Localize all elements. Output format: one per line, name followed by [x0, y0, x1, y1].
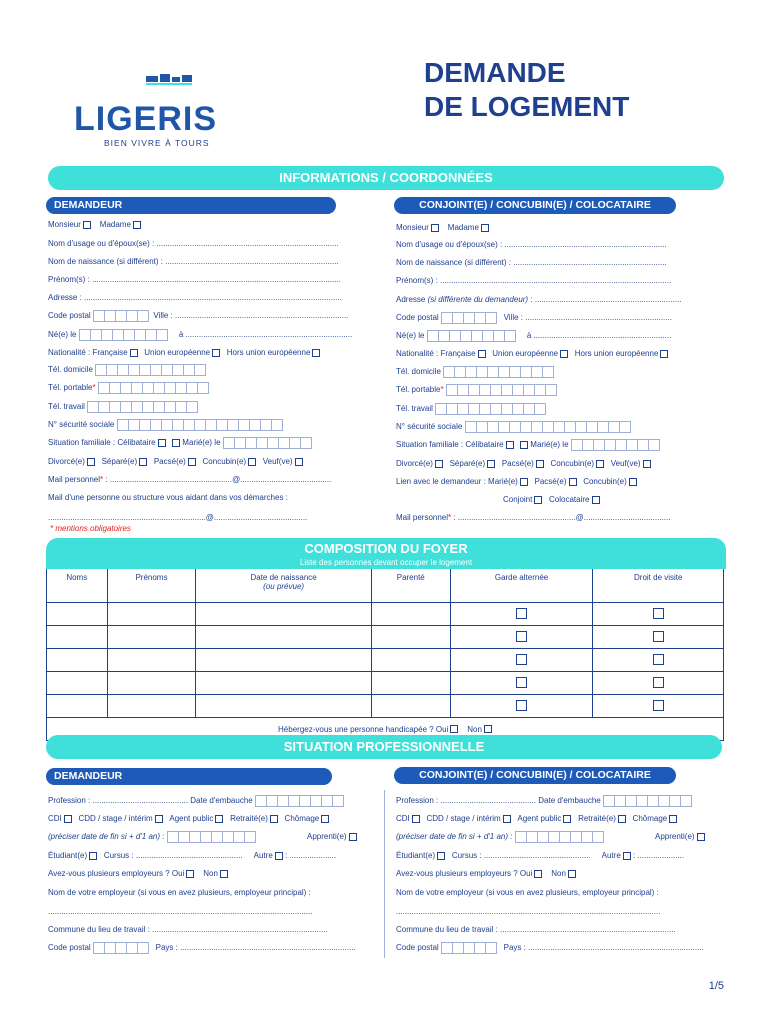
checkbox-visite[interactable] — [653, 700, 664, 711]
embauche-boxes[interactable] — [255, 795, 344, 807]
dem-aide-mail[interactable]: .......................................................................@.......................................... — [48, 513, 308, 522]
code-postal-boxes[interactable] — [93, 310, 149, 322]
logo-tagline: BIEN VIVRE À TOURS — [104, 138, 210, 148]
dem-ne-le: Né(e) le à ........................................................................... — [48, 330, 353, 340]
conj-tel-portable: Tél. portable* — [396, 384, 557, 396]
conj-adresse[interactable]: Adresse (si différente du demandeur) : .................................................................. — [396, 295, 682, 304]
foyer-header-row — [47, 569, 724, 603]
dem-tel-portable: Tél. portable* — [48, 382, 209, 394]
checkbox-autre[interactable] — [275, 852, 283, 860]
pro-demandeur-header: DEMANDEUR — [46, 768, 332, 785]
checkbox-concubin[interactable] — [248, 458, 256, 466]
checkbox-lien-concubin[interactable] — [629, 478, 637, 486]
checkbox-garde[interactable] — [516, 654, 527, 665]
pro-conj-contrat: CDI CDD / stage / intérim Agent public Retraité(e) Chômage — [396, 813, 677, 824]
pro-dem-plusieurs: Avez-vous plusieurs employeurs ? Oui Non — [48, 868, 228, 879]
checkbox-conj-cdd[interactable] — [503, 815, 511, 823]
checkbox-ue[interactable] — [212, 349, 220, 357]
checkbox-plusieurs-oui[interactable] — [186, 870, 194, 878]
dem-secu: N° sécurité sociale — [48, 419, 283, 431]
checkbox-garde[interactable] — [516, 677, 527, 688]
dem-nationalite: Nationalité : Française Union européenne Hors union européenne — [48, 347, 320, 358]
mentions-obligatoires: * mentions obligatoires — [50, 524, 131, 533]
checkbox-chomage[interactable] — [321, 815, 329, 823]
page-number: 1/5 — [708, 980, 724, 992]
checkbox-conj-cdi[interactable] — [412, 815, 420, 823]
tel-travail-boxes[interactable] — [87, 401, 198, 413]
pro-dem-commune[interactable]: Commune du lieu de travail : ............................................................................... — [48, 925, 328, 934]
dem-nom-naissance[interactable]: Nom de naissance (si différent) : .............................................................................. — [48, 257, 339, 266]
pro-conj-plusieurs: Avez-vous plusieurs employeurs ? Oui Non — [396, 868, 576, 879]
conj-nom-naissance[interactable]: Nom de naissance (si différent) : ..................................................................... — [396, 258, 667, 267]
conj-lien: Lien avec le demandeur : Marié(e) Pacsé(e) Concubin(e) — [396, 476, 637, 487]
conj-marie-date-boxes[interactable] — [571, 439, 660, 451]
col-date-naissance: Date de naissance (ou prévue) — [196, 569, 372, 603]
checkbox-apprenti[interactable] — [349, 833, 357, 841]
fin-contrat-boxes[interactable] — [167, 831, 256, 843]
pro-dem-etudiant: Étudiant(e) Cursus : ................................................ Autre : ..................... — [48, 851, 337, 860]
dem-prenom[interactable]: Prénom(s) : ................................................................................................................ — [48, 275, 341, 284]
section-banner-foyer — [46, 538, 726, 569]
checkbox-conj-francaise[interactable] — [478, 350, 486, 358]
checkbox-cdi[interactable] — [64, 815, 72, 823]
checkbox-conj-marie[interactable] — [520, 441, 528, 449]
conj-nationalite: Nationalité : Française Union européenne Hors union européenne — [396, 348, 668, 359]
col-garde: Garde alternée — [450, 569, 593, 603]
dem-tel-domicile: Tél. domicile — [48, 364, 206, 376]
checkbox-etudiant[interactable] — [89, 852, 97, 860]
conjoint-header: CONJOINT(E) / CONCUBIN(E) / COLOCATAIRE — [394, 197, 676, 214]
checkbox-conj-etudiant[interactable] — [437, 852, 445, 860]
checkbox-conj-ue[interactable] — [560, 350, 568, 358]
checkbox-agent[interactable] — [215, 815, 223, 823]
checkbox-divorce[interactable] — [87, 458, 95, 466]
checkbox-visite[interactable] — [653, 654, 664, 665]
checkbox-conj-hors-ue[interactable] — [660, 350, 668, 358]
dem-aide: Mail d'une personne ou structure vous aidant dans vos démarches : — [48, 493, 288, 502]
checkbox-garde[interactable] — [516, 700, 527, 711]
pro-conj-employeur-dots[interactable]: ....................................................................................................................... — [396, 907, 661, 916]
title-line-2: DE LOGEMENT — [424, 91, 630, 122]
checkbox-conj-chomage[interactable] — [669, 815, 677, 823]
conj-secu: N° sécurité sociale — [396, 421, 631, 433]
pro-dem-employeur: Nom de votre employeur (si vous en avez plusieurs, employeur principal) : — [48, 888, 311, 897]
pro-conj-preciser: (préciser date de fin si + d'1 an) : — [396, 831, 604, 843]
checkbox-pacse[interactable] — [188, 458, 196, 466]
pro-conjoint-header: CONJOINT(E) / CONCUBIN(E) / COLOCATAIRE — [394, 767, 676, 784]
checkbox-hors-ue[interactable] — [312, 349, 320, 357]
table-row — [47, 672, 724, 695]
checkbox-retraite[interactable] — [270, 815, 278, 823]
pro-conj-apprenti: Apprenti(e) — [655, 831, 705, 842]
checkbox-lien-marie[interactable] — [520, 478, 528, 486]
table-row — [47, 603, 724, 626]
checkbox-conj-monsieur[interactable] — [431, 224, 439, 232]
checkbox-conj-autre[interactable] — [623, 852, 631, 860]
checkbox-cdd[interactable] — [155, 815, 163, 823]
title-line-1: DEMANDE — [424, 57, 566, 88]
conj-prenom[interactable]: Prénom(s) : ........................................................................................................ — [396, 276, 672, 285]
checkbox-lien-conjoint[interactable] — [534, 496, 542, 504]
checkbox-conj-divorce[interactable] — [435, 460, 443, 468]
demandeur-header: DEMANDEUR — [46, 197, 336, 214]
conj-pro-cp-boxes[interactable] — [441, 942, 497, 954]
conj-secu-boxes[interactable] — [465, 421, 631, 433]
section-banner-info: INFORMATIONS / COORDONNÉES — [48, 166, 724, 190]
checkbox-visite[interactable] — [653, 677, 664, 688]
checkbox-plusieurs-non[interactable] — [220, 870, 228, 878]
checkbox-francaise[interactable] — [130, 349, 138, 357]
pro-cp-boxes[interactable] — [93, 942, 149, 954]
logo-wordmark: LIGERIS — [74, 100, 218, 138]
handicap-row: Hébergez-vous une personne handicapée ? Oui Non — [47, 718, 724, 741]
pro-conj-code-postal: Code postal Pays : ............................................................................... — [396, 943, 704, 953]
dem-situation: Situation familiale : Célibataire Marié(e) le — [48, 437, 312, 449]
pro-dem-profession: Profession : ........................................... Date d'embauche — [48, 795, 344, 807]
col-visite: Droit de visite — [593, 569, 724, 603]
col-parente: Parenté — [371, 569, 450, 603]
checkbox-madame[interactable] — [133, 221, 141, 229]
conj-lien-2: Conjoint Colocataire — [503, 494, 600, 505]
conj-nom-usage[interactable]: Nom d'usage ou d'époux(se) : ......................................................................... — [396, 240, 667, 249]
dem-mail[interactable]: Mail personnel* : .......................................................@......................................... — [48, 475, 332, 484]
pro-dem-apprenti: Apprenti(e) — [307, 831, 357, 842]
table-row — [47, 626, 724, 649]
checkbox-conj-retraite[interactable] — [618, 815, 626, 823]
checkbox-visite[interactable] — [653, 631, 664, 642]
checkbox-lien-pacse[interactable] — [569, 478, 577, 486]
conj-embauche-boxes[interactable] — [603, 795, 692, 807]
dem-nom-usage[interactable]: Nom d'usage ou d'époux(se) : .................................................................................. — [48, 239, 339, 248]
conj-tel-domicile: Tél. domicile — [396, 366, 554, 378]
conj-tel-domicile-boxes[interactable] — [443, 366, 554, 378]
section-banner-pro: SITUATION PROFESSIONNELLE — [46, 735, 722, 759]
pro-conj-employeur: Nom de votre employeur (si vous en avez plusieurs, employeur principal) : — [396, 888, 659, 897]
conj-civilite: Monsieur Madame — [396, 222, 489, 233]
conj-mail[interactable]: Mail personnel* : .....................................................@....................................... — [396, 513, 671, 522]
logo-icon — [146, 72, 192, 86]
conj-ville[interactable]: Ville : .................................................................. — [503, 313, 672, 323]
pro-dem-code-postal: Code postal Pays : ............................................................................... — [48, 943, 356, 953]
checkbox-conj-separe[interactable] — [487, 460, 495, 468]
tel-portable-boxes[interactable] — [98, 382, 209, 394]
checkbox-conj-celibataire[interactable] — [506, 441, 514, 449]
dem-ville[interactable]: Ville : .............................................................................. — [153, 311, 349, 321]
col-prenoms: Prénoms — [107, 569, 196, 603]
conj-situation-2: Divorcé(e) Séparé(e) Pacsé(e) Concubin(e) Veuf(ve) — [396, 458, 651, 469]
dem-civilite: Monsieur Madame — [48, 219, 141, 230]
checkbox-lien-colocataire[interactable] — [592, 496, 600, 504]
secu-boxes[interactable] — [117, 419, 283, 431]
checkbox-handicap-oui[interactable] — [450, 725, 458, 733]
dem-situation-2: Divorcé(e) Séparé(e) Pacsé(e) Concubin(e) Veuf(ve) — [48, 456, 303, 467]
conj-situation: Situation familiale : Célibataire Marié(e) le — [396, 439, 660, 451]
document-title — [424, 56, 629, 124]
checkbox-conj-concubin[interactable] — [596, 460, 604, 468]
checkbox-handicap-non[interactable] — [484, 725, 492, 733]
conj-tel-travail-boxes[interactable] — [435, 403, 546, 415]
checkbox-visite[interactable] — [653, 608, 664, 619]
birthdate-boxes[interactable] — [79, 329, 168, 341]
checkbox-marie[interactable] — [172, 439, 180, 447]
checkbox-conj-veuf[interactable] — [643, 460, 651, 468]
foyer-subtitle: Liste des personnes devant occuper le logement — [299, 558, 473, 567]
foyer-table — [46, 569, 724, 741]
conj-code-postal: Code postal Ville : .................................................................. — [396, 313, 672, 323]
checkbox-conj-plusieurs-non[interactable] — [568, 870, 576, 878]
checkbox-garde[interactable] — [516, 608, 527, 619]
pro-dem-employeur-dots[interactable]: ....................................................................................................................... — [48, 907, 313, 916]
checkbox-conj-agent[interactable] — [563, 815, 571, 823]
col-noms: Noms — [47, 569, 108, 603]
checkbox-conj-apprenti[interactable] — [697, 833, 705, 841]
marie-date-boxes[interactable] — [223, 437, 312, 449]
conj-code-postal-boxes[interactable] — [441, 312, 497, 324]
table-row — [47, 695, 724, 718]
dem-adresse[interactable]: Adresse : .................................................................................................................... — [48, 293, 342, 302]
checkbox-conj-plusieurs-oui[interactable] — [534, 870, 542, 878]
checkbox-separe[interactable] — [139, 458, 147, 466]
column-divider — [384, 790, 385, 958]
conj-fin-contrat-boxes[interactable] — [515, 831, 604, 843]
checkbox-conj-madame[interactable] — [481, 224, 489, 232]
pro-conj-profession: Profession : ........................................... Date d'embauche — [396, 795, 692, 807]
pro-conj-commune[interactable]: Commune du lieu de travail : ............................................................................... — [396, 925, 676, 934]
checkbox-monsieur[interactable] — [83, 221, 91, 229]
dem-code-postal: Code postal Ville : .............................................................................. — [48, 311, 349, 321]
checkbox-garde[interactable] — [516, 631, 527, 642]
table-row — [47, 649, 724, 672]
checkbox-celibataire[interactable] — [158, 439, 166, 447]
pro-conj-etudiant: Étudiant(e) Cursus : ................................................ Autre : ..................... — [396, 851, 685, 860]
checkbox-conj-pacse[interactable] — [536, 460, 544, 468]
conj-ne-le: Né(e) le à .............................................................. — [396, 331, 672, 341]
pro-dem-preciser: (préciser date de fin si + d'1 an) : — [48, 831, 256, 843]
dem-tel-travail: Tél. travail — [48, 401, 198, 413]
foyer-title: COMPOSITION DU FOYER — [304, 541, 468, 556]
pro-dem-contrat: CDI CDD / stage / intérim Agent public Retraité(e) Chômage — [48, 813, 329, 824]
conj-birthdate-boxes[interactable] — [427, 330, 516, 342]
checkbox-veuf[interactable] — [295, 458, 303, 466]
conj-tel-travail: Tél. travail — [396, 403, 546, 415]
conj-tel-portable-boxes[interactable] — [446, 384, 557, 396]
tel-domicile-boxes[interactable] — [95, 364, 206, 376]
